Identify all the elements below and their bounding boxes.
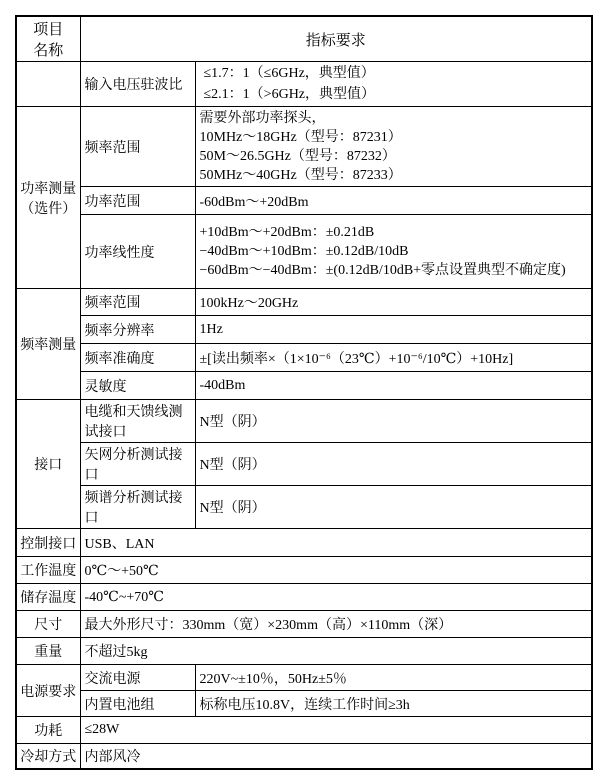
table-row-vswr	[16, 62, 592, 107]
table-row-freq-resolution	[16, 316, 592, 344]
ac-power-label-cell: 交流电源	[80, 665, 195, 691]
table-row-spectrum-interface	[16, 486, 592, 529]
freq-range-label-cell: 频率范围	[80, 289, 195, 316]
table-row-cable-interface	[16, 400, 592, 443]
vna-interface-label-cell: 矢网分析测试接口	[80, 443, 195, 486]
power-freq-range-line: 10MHz～18GHz（型号：87231）	[199, 129, 402, 145]
sensitivity-label-cell: 灵敏度	[80, 372, 195, 400]
frequency-measurement-group-cell: 频率测量	[16, 289, 80, 400]
control-interface-label-cell: 控制接口	[16, 529, 80, 557]
battery-label-cell: 内置电池组	[80, 691, 195, 717]
control-interface-value-cell: USB、LAN	[80, 529, 592, 557]
header-item-name-cell	[16, 16, 80, 62]
cable-interface-label-cell: 电缆和天馈线测试接口	[80, 400, 195, 443]
consumption-value-cell: ≤28W	[80, 717, 592, 744]
table-row-cooling	[16, 744, 592, 769]
operating-temp-value-cell: 0℃～+50℃	[80, 557, 592, 584]
power-freq-range-value-cell	[195, 107, 592, 187]
operating-temp-label-cell: 工作温度	[16, 557, 80, 584]
cooling-label-cell: 冷却方式	[16, 744, 80, 769]
vna-interface-value-cell: N型（阴）	[195, 443, 592, 486]
power-requirements-group-cell: 电源要求	[16, 665, 80, 717]
vswr-value-line: ≤1.7：1（≤6GHz，典型值）	[203, 66, 375, 81]
table-row-weight	[16, 638, 592, 665]
freq-resolution-value-cell: 1Hz	[195, 316, 592, 344]
power-measurement-group-cell	[16, 107, 80, 289]
table-row-power-linearity	[16, 215, 592, 289]
table-row-battery	[16, 691, 592, 717]
consumption-label-cell: 功耗	[16, 717, 80, 744]
power-measurement-group-line2: （选件）	[20, 201, 77, 217]
table-row-dimensions	[16, 611, 592, 638]
header-item-name-line1: 项目	[33, 22, 64, 38]
table-row-power-freq-range	[16, 107, 592, 187]
header-item-name-line2: 名称	[33, 43, 64, 59]
spectrum-interface-label-cell: 频谱分析测试接口	[80, 486, 195, 529]
vswr-value-cell	[195, 62, 592, 107]
power-freq-range-line: 50M～26.5GHz（型号：87232）	[199, 148, 396, 164]
cooling-value-cell: 内部风冷	[80, 744, 592, 769]
cable-interface-value-cell: N型（阴）	[195, 400, 592, 443]
freq-range-value-cell: 100kHz～20GHz	[195, 289, 592, 316]
vswr-value-line: ≤2.1：1（>6GHz，典型值）	[203, 87, 376, 102]
freq-resolution-label-cell: 频率分辨率	[80, 316, 195, 344]
power-freq-range-label-cell: 频率范围	[80, 107, 195, 187]
power-range-value-cell: -60dBm～+20dBm	[195, 187, 592, 215]
table-row-power-range	[16, 187, 592, 215]
power-linearity-line: −40dBm～+10dBm：±0.12dB/10dB	[199, 244, 409, 259]
table-row-ac-power	[16, 665, 592, 691]
weight-value-cell: 不超过5kg	[80, 638, 592, 665]
table-row-sensitivity	[16, 372, 592, 400]
power-linearity-line: −60dBm～−40dBm：±(0.12dB/10dB+零点设置典型不确定度)	[199, 263, 566, 278]
power-linearity-label-cell: 功率线性度	[80, 215, 195, 289]
table-row-vna-interface	[16, 443, 592, 486]
interfaces-group-cell: 接口	[16, 400, 80, 529]
vswr-group-empty-cell	[16, 62, 80, 107]
dimensions-value-cell: 最大外形尺寸：330mm（宽）×230mm（高）×110mm（深）	[80, 611, 592, 638]
power-freq-range-line: 需要外部功率探头，	[199, 110, 326, 126]
vswr-label-cell: 输入电压驻波比	[80, 62, 195, 107]
power-freq-range-line: 50MHz～40GHz（型号：87233）	[199, 167, 402, 183]
spectrum-interface-value-cell: N型（阴）	[195, 486, 592, 529]
table-row-operating-temp	[16, 557, 592, 584]
ac-power-value-cell: 220V~±10％，50Hz±5％	[195, 665, 592, 691]
freq-accuracy-value-cell: ±[读出频率×（1×10⁻⁶（23℃）+10⁻⁶/10℃）+10Hz]	[195, 344, 592, 372]
table-row-freq-range	[16, 289, 592, 316]
table-row-freq-accuracy	[16, 344, 592, 372]
storage-temp-label-cell: 储存温度	[16, 584, 80, 611]
weight-label-cell: 重量	[16, 638, 80, 665]
power-linearity-value-cell	[195, 215, 592, 289]
sensitivity-value-cell: -40dBm	[195, 372, 592, 400]
freq-accuracy-label-cell: 频率准确度	[80, 344, 195, 372]
power-linearity-line: +10dBm～+20dBm：±0.21dB	[199, 225, 375, 240]
header-spec-title-cell: 指标要求	[80, 16, 592, 62]
table-row-storage-temp	[16, 584, 592, 611]
table-row-control-interface	[16, 529, 592, 557]
power-range-label-cell: 功率范围	[80, 187, 195, 215]
battery-value-cell: 标称电压10.8V，连续工作时间≥3h	[195, 691, 592, 717]
table-row-consumption	[16, 717, 592, 744]
dimensions-label-cell: 尺寸	[16, 611, 80, 638]
power-measurement-group-line1: 功率测量	[20, 181, 77, 197]
storage-temp-value-cell: -40℃~+70℃	[80, 584, 592, 611]
spec-table	[15, 15, 593, 770]
table-row-header	[16, 16, 592, 62]
